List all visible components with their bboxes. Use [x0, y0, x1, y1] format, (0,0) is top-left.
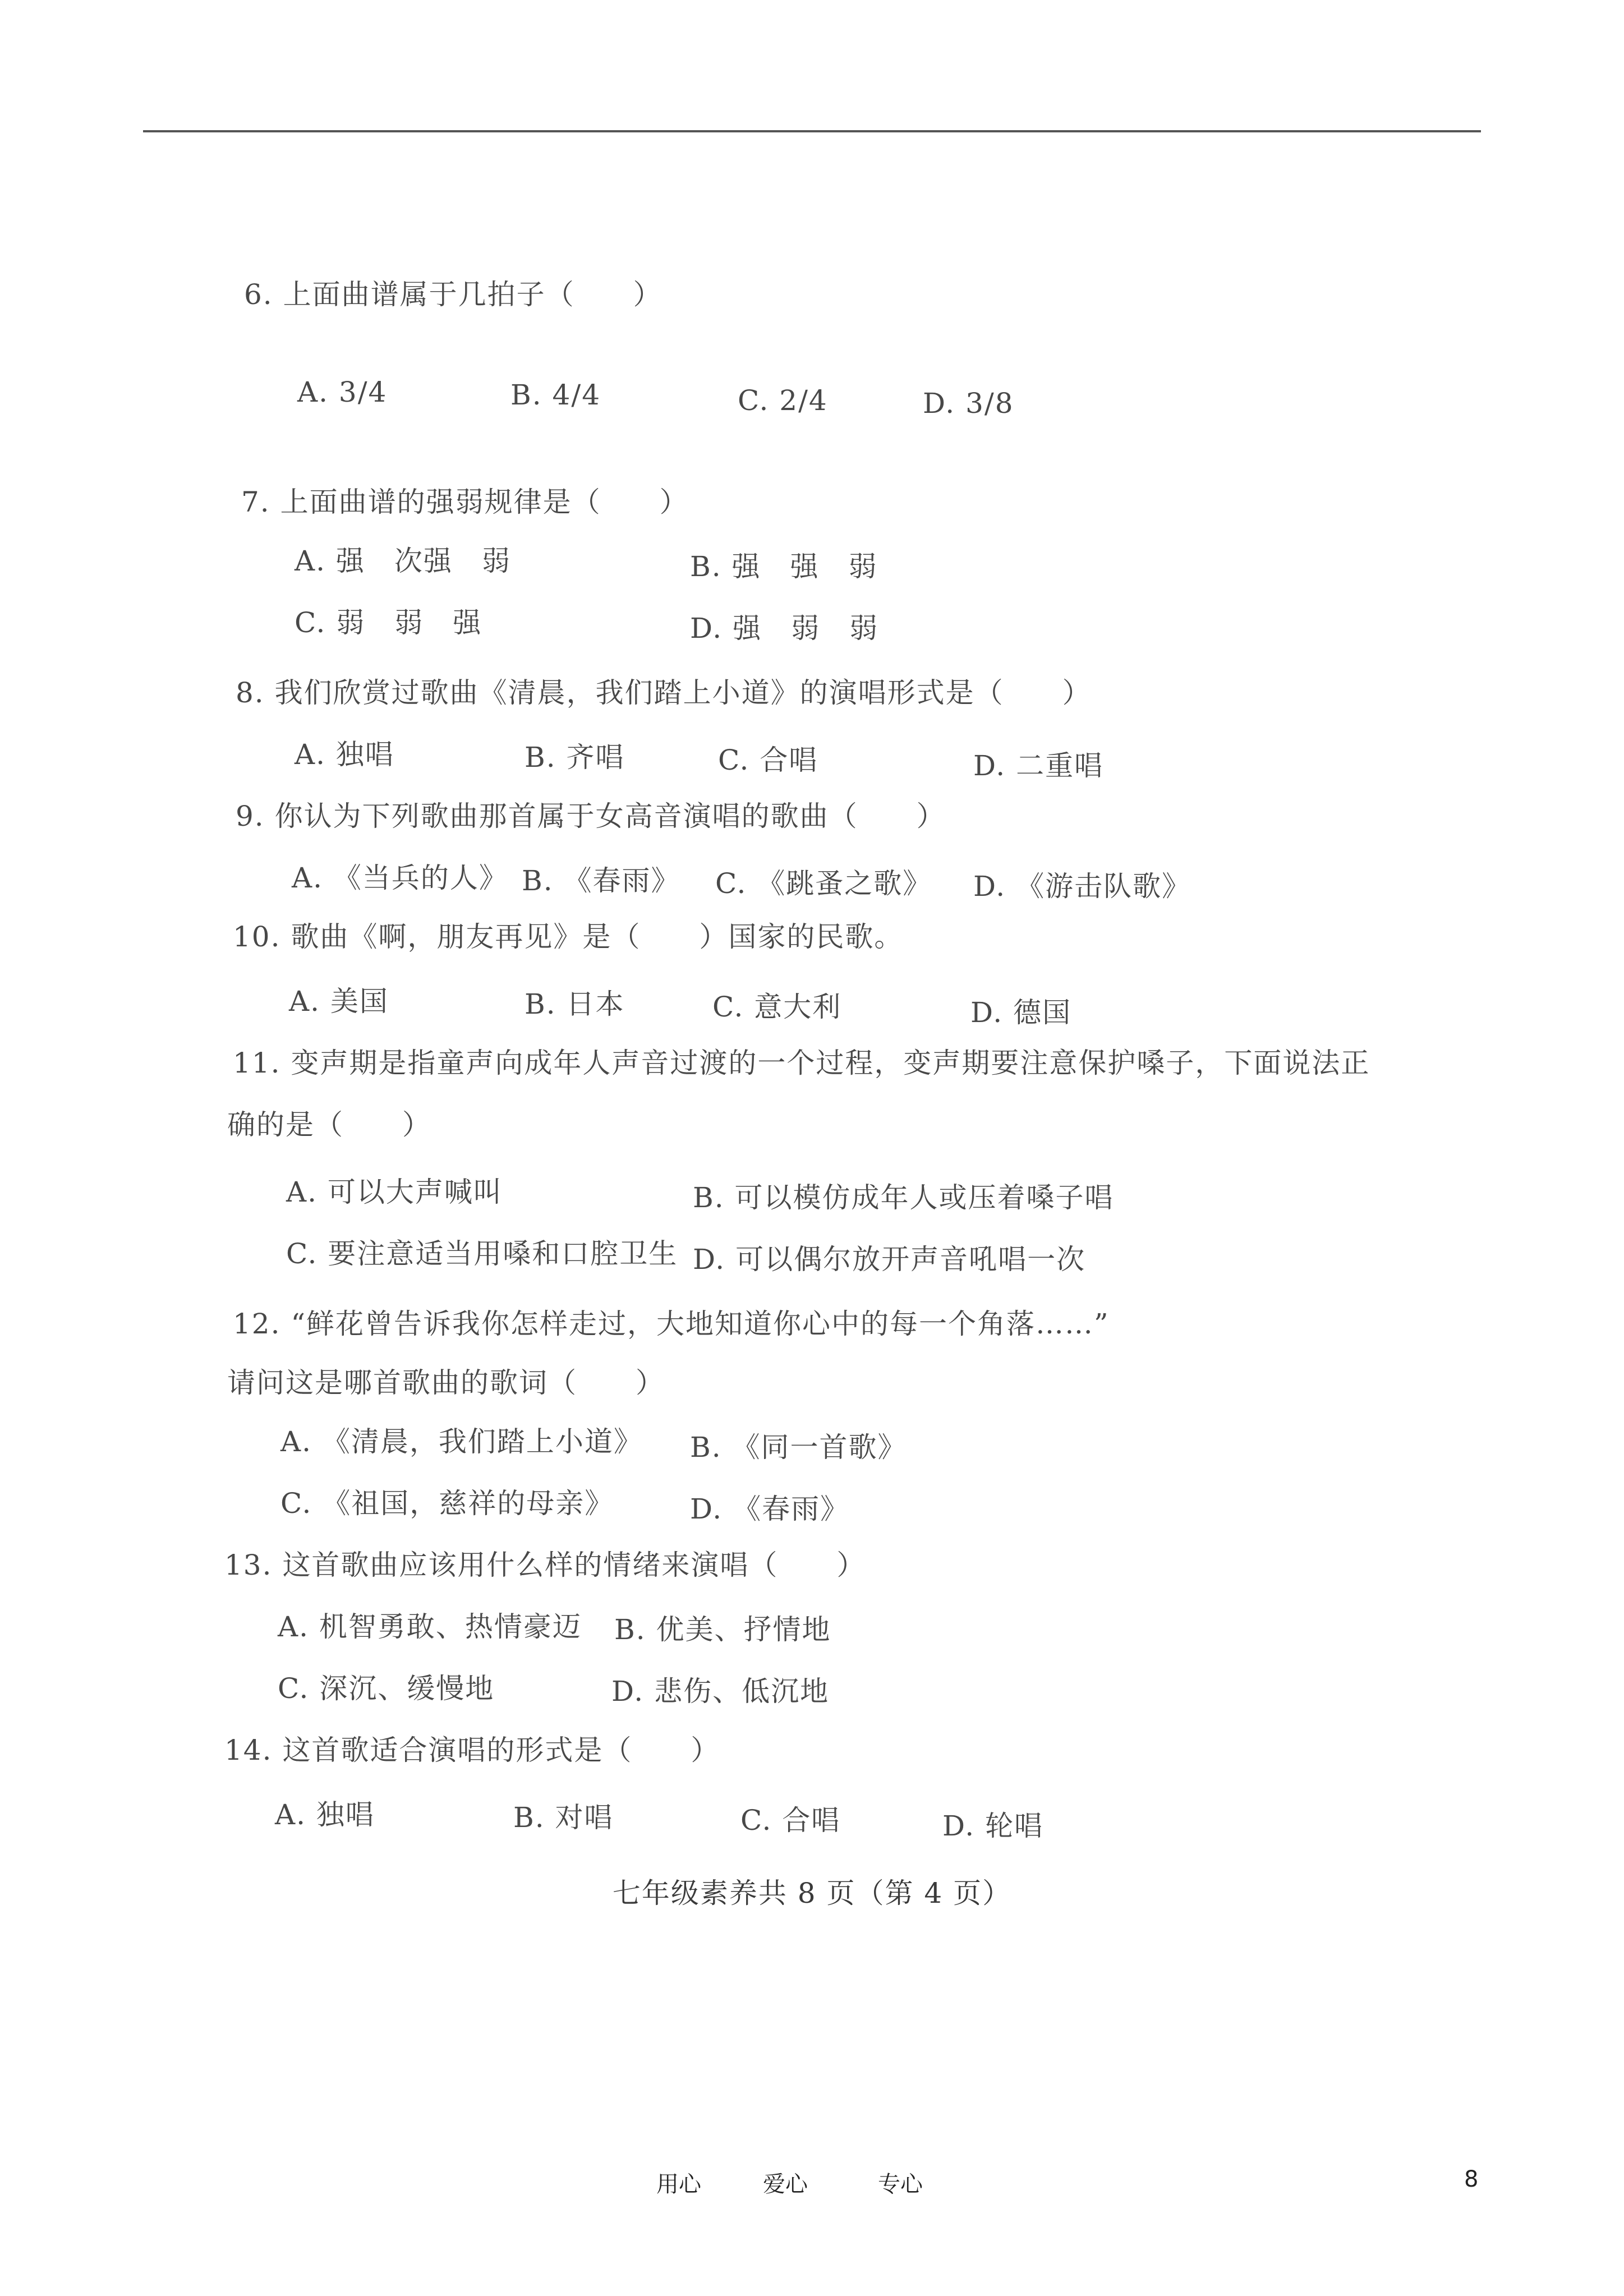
option-10c: C. 意大利 — [712, 991, 842, 1023]
question-stem: 上面曲谱的强弱规律是（ ） — [280, 486, 689, 518]
footer-word: 用心 — [656, 2171, 701, 2197]
option-10b: B. 日本 — [525, 988, 625, 1020]
option-12d: D. 《春雨》 — [690, 1493, 850, 1525]
question-13 — [224, 1543, 866, 1583]
option-14d: D. 轮唱 — [942, 1810, 1044, 1842]
option-11a: A. 可以大声喊叫 — [286, 1176, 503, 1208]
question-number: 14. — [224, 1734, 273, 1766]
page-footer — [0, 2166, 1624, 2200]
option-9a: A. 《当兵的人》 — [292, 862, 508, 894]
question-12 — [233, 1301, 1110, 1342]
question-stem: 这首歌曲应该用什么样的情绪来演唱（ ） — [282, 1549, 866, 1581]
exam-page-footer: 七年级素养共 8 页（第 4 页） — [612, 1877, 1012, 1910]
question-12-continued: 请问这是哪首歌曲的歌词（ ） — [227, 1366, 665, 1399]
option-8b: B. 齐唱 — [525, 741, 625, 774]
option-8d: D. 二重唱 — [973, 749, 1104, 782]
option-14c: C. 合唱 — [740, 1804, 841, 1837]
question-14 — [224, 1728, 720, 1768]
question-6 — [244, 272, 663, 312]
question-number: 13. — [224, 1549, 273, 1581]
question-stem: 歌曲《啊，朋友再见》是（ ）国家的民歌。 — [291, 921, 904, 953]
option-10a: A. 美国 — [289, 985, 389, 1018]
question-11 — [233, 1041, 1370, 1081]
question-10 — [233, 914, 903, 955]
option-13d: D. 悲伤、低沉地 — [611, 1675, 830, 1708]
question-stem: 我们欣赏过歌曲《清晨，我们踏上小道》的演唱形式是（ ） — [274, 677, 1092, 709]
option-6b: B. 4/4 — [510, 379, 601, 411]
option-7d: D. 强 弱 弱 — [690, 612, 879, 645]
question-stem: 变声期是指童声向成年人声音过渡的一个过程，变声期要注意保护嗓子，下面说法正 — [291, 1047, 1370, 1079]
question-number: 12. — [233, 1308, 281, 1340]
option-8a: A. 独唱 — [295, 738, 394, 771]
question-7 — [241, 480, 689, 520]
option-8c: C. 合唱 — [718, 744, 818, 776]
option-9c: C. 《跳蚤之歌》 — [715, 867, 932, 900]
option-14a: A. 独唱 — [275, 1798, 375, 1831]
option-7c: C. 弱 弱 强 — [295, 606, 482, 639]
question-11-continued: 确的是（ ） — [227, 1108, 431, 1141]
question-stem: 这首歌适合演唱的形式是（ ） — [282, 1734, 720, 1766]
question-number: 11. — [233, 1047, 281, 1079]
option-9b: B. 《春雨》 — [522, 864, 680, 897]
option-12a: A. 《清晨，我们踏上小道》 — [280, 1425, 643, 1458]
option-7a: A. 强 次强 弱 — [295, 545, 511, 577]
question-stem: “鲜花曾告诉我你怎样走过，大地知道你心中的每一个角落……” — [291, 1308, 1110, 1340]
question-number: 6. — [244, 278, 273, 311]
option-13c: C. 深沉、缓慢地 — [278, 1672, 495, 1705]
option-11c: C. 要注意适当用嗓和口腔卫生 — [286, 1237, 678, 1270]
page-number: 8 — [1464, 2166, 1479, 2192]
option-11d: D. 可以偶尔放开声音吼唱一次 — [693, 1243, 1086, 1276]
question-9 — [236, 794, 946, 834]
footer-word: 爱心 — [763, 2171, 808, 2197]
question-number: 10. — [233, 921, 281, 953]
option-6a: A. 3/4 — [297, 376, 388, 408]
question-number: 7. — [241, 486, 270, 518]
option-6d: D. 3/8 — [923, 387, 1014, 420]
scanned-exam-content — [219, 258, 1369, 1913]
option-12c: C. 《祖国，慈祥的母亲》 — [280, 1487, 614, 1520]
question-number: 9. — [236, 800, 265, 832]
question-stem: 上面曲谱属于几拍子（ ） — [283, 278, 663, 311]
option-7b: B. 强 强 弱 — [690, 550, 878, 583]
option-13b: B. 优美、抒情地 — [614, 1613, 831, 1646]
option-6c: C. 2/4 — [738, 384, 828, 417]
question-stem: 你认为下列歌曲那首属于女高音演唱的歌曲（ ） — [274, 800, 946, 832]
option-11b: B. 可以模仿成年人或压着嗓子唱 — [693, 1181, 1114, 1214]
question-number: 8. — [236, 677, 265, 709]
option-13a: A. 机智勇敢、热情豪迈 — [278, 1611, 582, 1643]
footer-word: 专心 — [878, 2171, 923, 2197]
header-rule — [143, 130, 1481, 132]
option-9d: D. 《游击队歌》 — [973, 870, 1191, 903]
option-14b: B. 对唱 — [513, 1801, 614, 1834]
question-8 — [236, 670, 1092, 711]
option-12b: B. 《同一首歌》 — [690, 1431, 907, 1464]
option-10d: D. 德国 — [970, 996, 1072, 1029]
